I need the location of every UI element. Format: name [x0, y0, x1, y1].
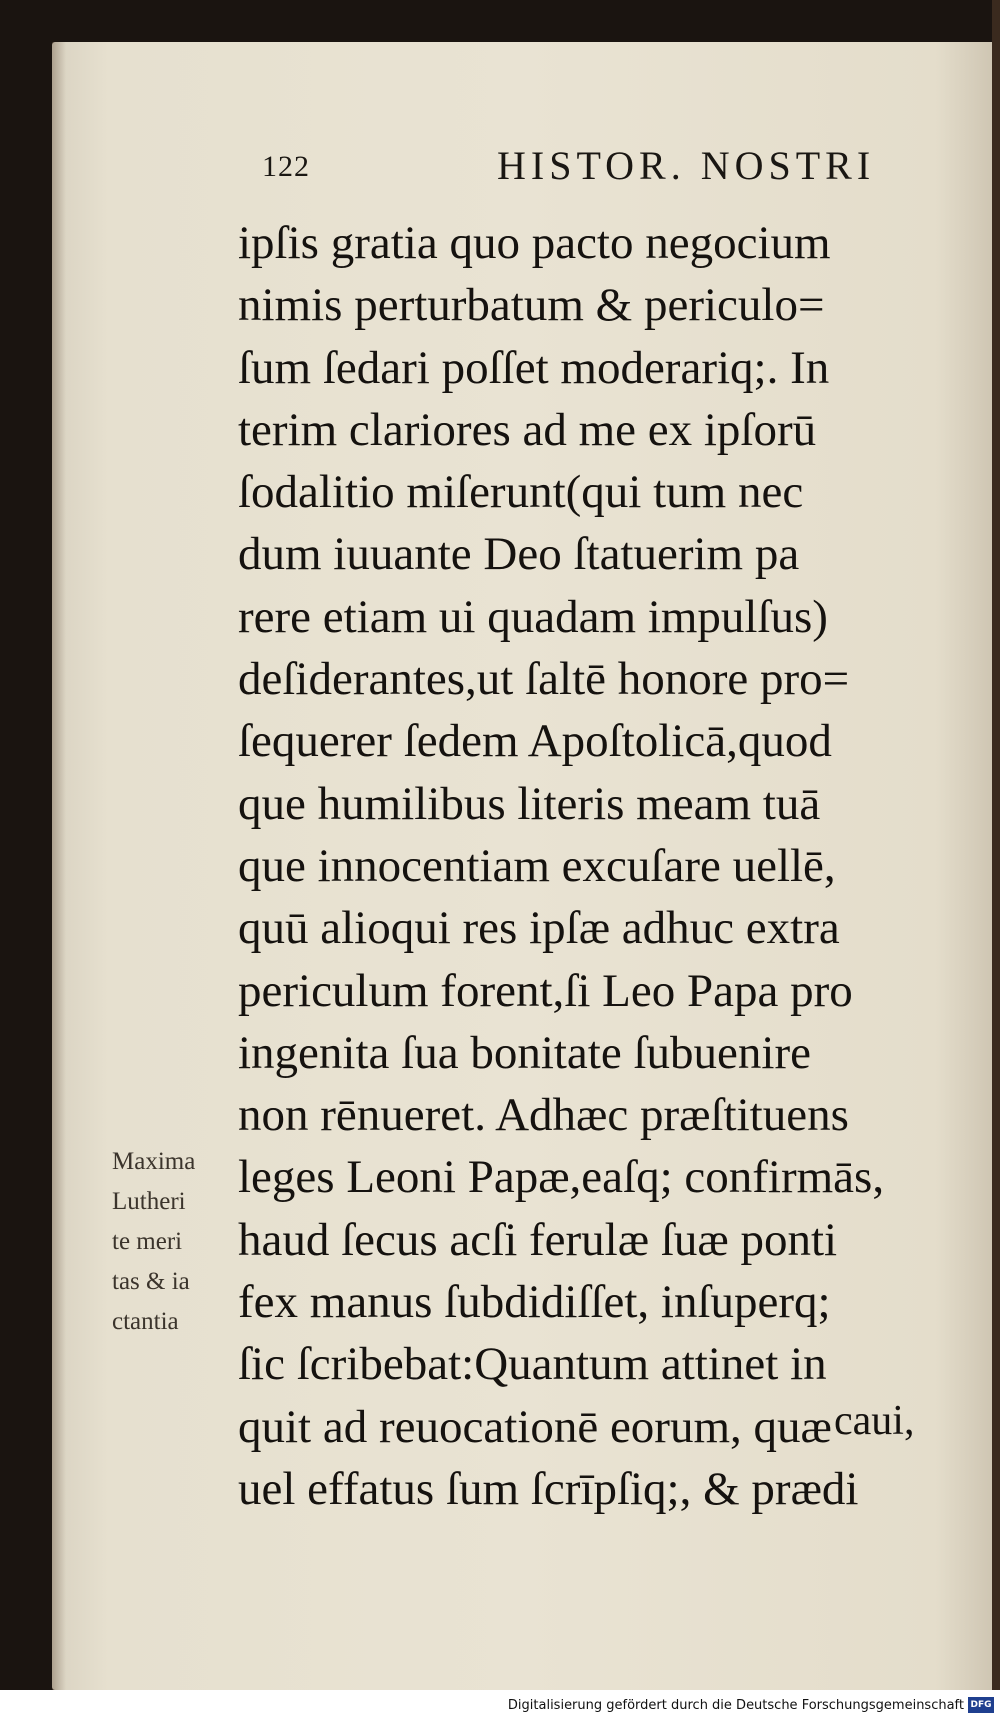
page-gutter-shadow [52, 42, 66, 1690]
text-line: terim clariores ad me ex ipſorū [238, 403, 817, 456]
catchword: caui, [834, 1398, 915, 1444]
page-number: 122 [262, 150, 310, 183]
text-line: ingenita ſua bonitate ſubuenire [238, 1026, 811, 1079]
book-page [52, 42, 992, 1690]
text-line: periculum forent,ſi Leo Papa pro [238, 964, 853, 1017]
dfg-logo-icon: DFG [968, 1697, 994, 1713]
footer-bar [0, 1690, 1000, 1723]
text-line: rere etiam ui quadam impulſus) [238, 590, 828, 643]
text-line: dum iuuante Deo ſtatuerim pa [238, 528, 800, 581]
text-line: nimis perturbatum & periculo= [238, 279, 825, 332]
margin-note-line: tas & ia [112, 1268, 190, 1295]
running-head: HISTOR. NOSTRI [497, 143, 876, 188]
text-line: haud ſecus acſi ferulæ ſuæ ponti [238, 1213, 838, 1266]
text-line: ſequerer ſedem Apoſtolicā,quod [238, 715, 832, 768]
text-line: que innocentiam excuſare uellē, [238, 839, 836, 892]
text-line: quit ad reuocationē eorum, quæ [238, 1400, 832, 1453]
text-line: fex manus ſubdidiſſet, inſuperq; [238, 1276, 831, 1329]
text-line: deſiderantes,ut ſaltē honore pro= [238, 653, 850, 706]
text-line: ſodalitio miſerunt(qui tum nec [238, 466, 804, 519]
text-line: ipſis gratia quo pacto negocium [238, 217, 831, 269]
text-line: uel effatus ſum ſcrīpſiq;, & prædi [238, 1462, 859, 1515]
page-header [52, 142, 992, 202]
text-line: ſum ſedari poſſet moderariq;. In [238, 341, 830, 394]
text-line: quū alioqui res ipſæ adhuc extra [238, 902, 840, 955]
body-text [238, 212, 970, 1520]
margin-note-line: Lutheri [112, 1188, 186, 1215]
text-line: ſic ſcribebat:Quantum attinet in [238, 1338, 827, 1391]
margin-note-line: te meri [112, 1228, 183, 1255]
text-line: que humilibus literis meam tuā [238, 777, 821, 830]
text-line: non rēnueret. Adhæc præſtituens [238, 1089, 849, 1142]
margin-note-line: ctantia [112, 1308, 179, 1335]
footer-credit: Digitalisierung gefördert durch die Deutsche Forschungsgemeinschaft [507, 1698, 964, 1713]
text-line: leges Leoni Papæ,eaſq; confirmās, [238, 1151, 885, 1204]
margin-note-line: Maxima [112, 1148, 196, 1175]
margin-note [112, 1142, 242, 1342]
scan-edge [992, 0, 1000, 1690]
